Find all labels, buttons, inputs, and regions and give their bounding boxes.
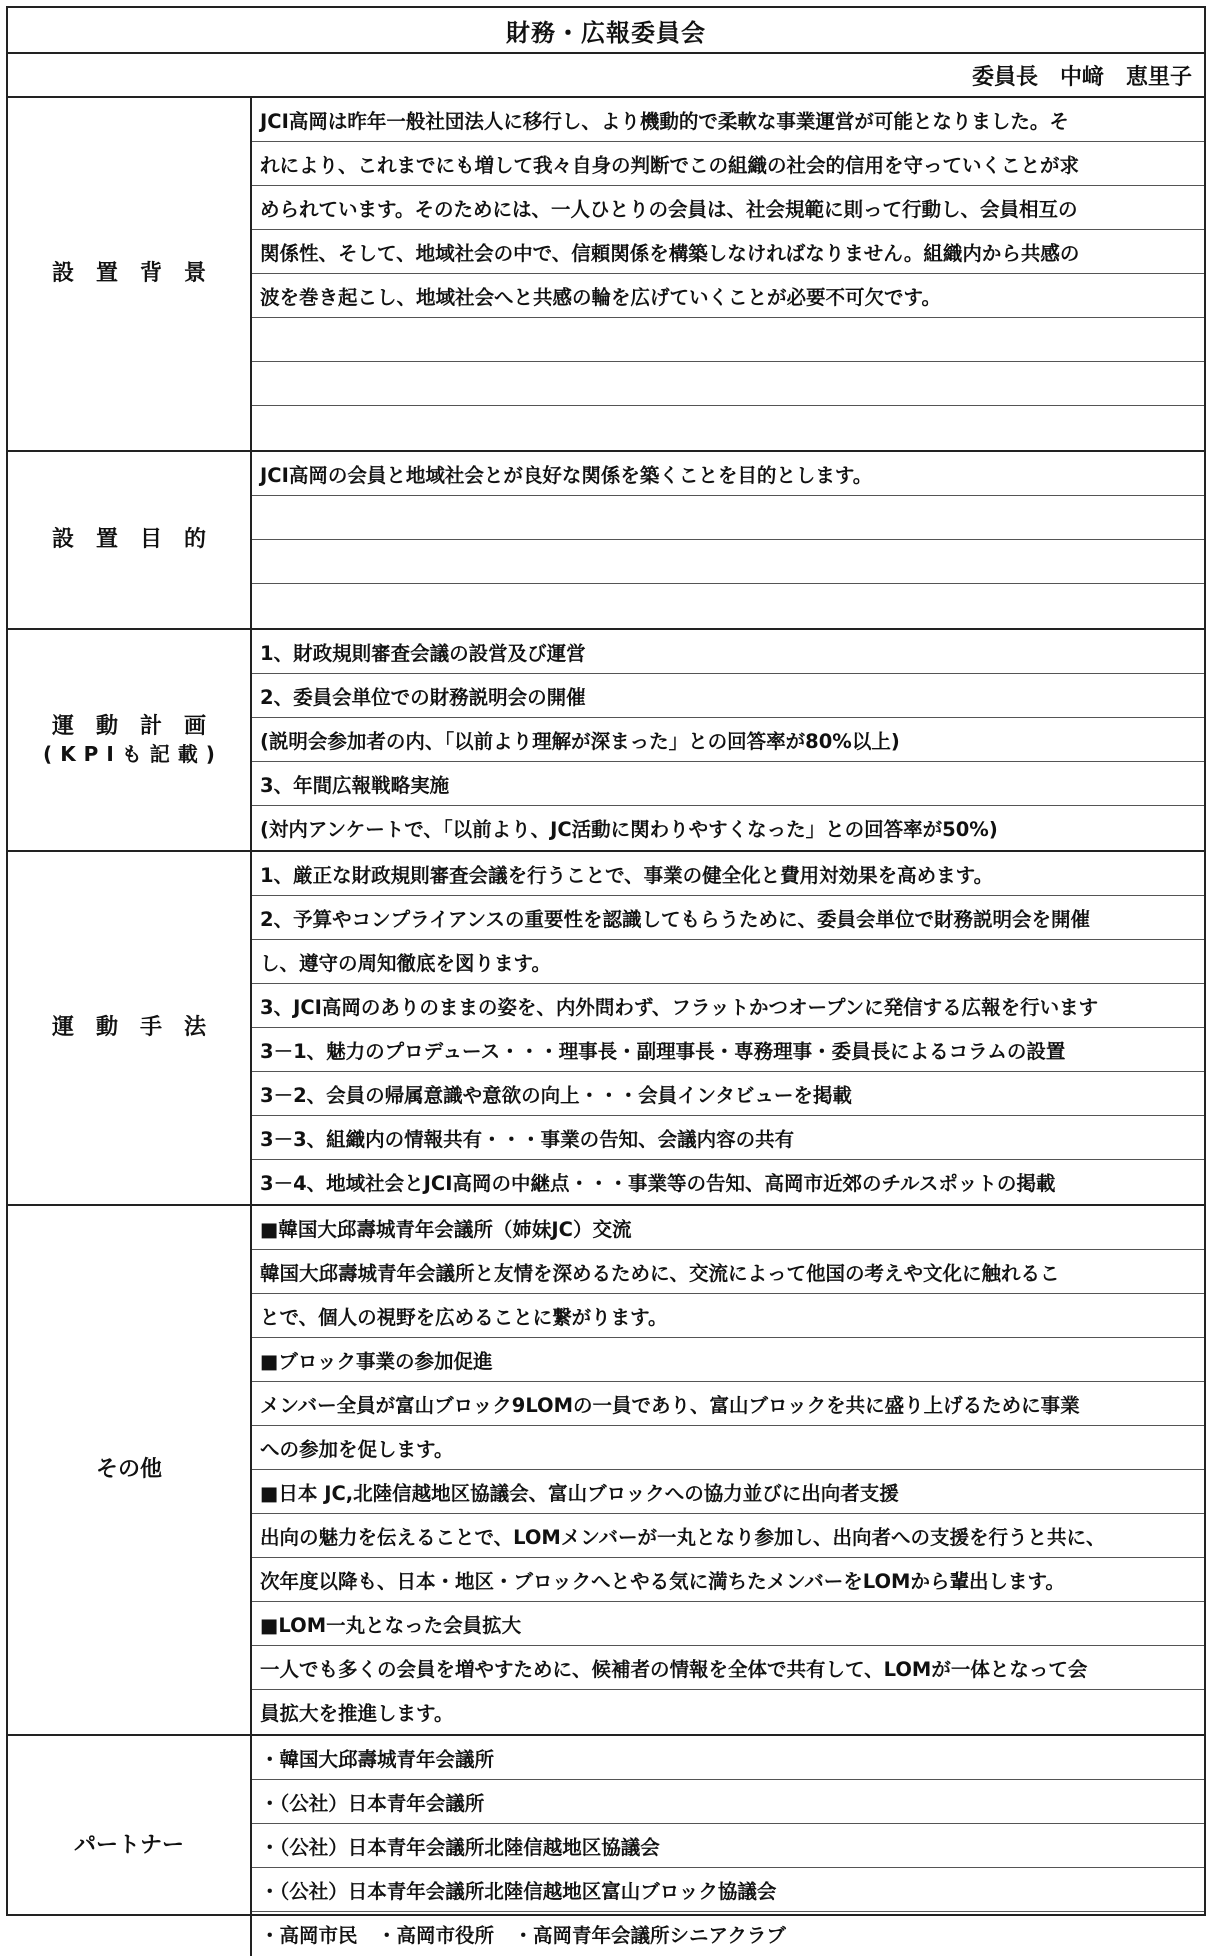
text-line: ■LOM一丸となった会員拡大 — [252, 1602, 1204, 1646]
text-line: ■ブロック事業の参加促進 — [252, 1338, 1204, 1382]
section-other — [8, 1206, 1204, 1736]
section-lines — [252, 630, 1204, 850]
text-line: 関係性、そして、地域社会の中で、信頼関係を構築しなければなりません。組織内から共感の — [252, 230, 1204, 274]
section-label — [8, 1206, 252, 1734]
text-line — [252, 406, 1204, 450]
text-line: 波を巻き起こし、地域社会へと共感の輪を広げていくことが必要不可欠です。 — [252, 274, 1204, 318]
text-line: 2、委員会単位での財務説明会の開催 — [252, 674, 1204, 718]
section-label-text: 運動手法 — [51, 1014, 228, 1040]
section-purpose — [8, 452, 1204, 630]
text-line: ■日本 JC,北陸信越地区協議会、富山ブロックへの協力並びに出向者支援 — [252, 1470, 1204, 1514]
text-line: 2、予算やコンプライアンスの重要性を認識してもらうために、委員会単位で財務説明会を開催 — [252, 896, 1204, 940]
text-line: 3、JCI高岡のありのままの姿を、内外問わず、フラットかつオープンに発信する広報を行います — [252, 984, 1204, 1028]
text-line: メンバー全員が富山ブロック9LOMの一員であり、富山ブロックを共に盛り上げるために事業 — [252, 1382, 1204, 1426]
text-line: への参加を促します。 — [252, 1426, 1204, 1470]
section-background — [8, 98, 1204, 452]
text-line: ・（公社）日本青年会議所 — [252, 1780, 1204, 1824]
section-lines — [252, 1736, 1204, 1956]
text-line — [252, 496, 1204, 540]
text-line: 韓国大邱壽城青年会議所と友情を深めるために、交流によって他国の考えや文化に触れるこ — [252, 1250, 1204, 1294]
text-line: (説明会参加者の内、「以前より理解が深まった」との回答率が80%以上) — [252, 718, 1204, 762]
text-line: 次年度以降も、日本・地区・ブロックへとやる気に満ちたメンバーをLOMから輩出します。 — [252, 1558, 1204, 1602]
text-line: ・（公社）日本青年会議所北陸信越地区協議会 — [252, 1824, 1204, 1868]
text-line: められています。そのためには、一人ひとりの会員は、社会規範に則って行動し、会員相互の — [252, 186, 1204, 230]
section-sublabel: (KPIも記載) — [43, 742, 223, 767]
text-line — [252, 584, 1204, 628]
text-line: 3－3、組織内の情報共有・・・事業の告知、会議内容の共有 — [252, 1116, 1204, 1160]
text-line: JCI高岡の会員と地域社会とが良好な関係を築くことを目的とします。 — [252, 452, 1204, 496]
text-line: 1、財政規則審査会議の設営及び運営 — [252, 630, 1204, 674]
text-line: 3－4、地域社会とJCI高岡の中継点・・・事業等の告知、高岡市近郊のチルスポットの掲載 — [260, 1172, 1056, 1195]
text-line: し、遵守の周知徹底を図ります。 — [252, 940, 1204, 984]
section-label-text: パートナー — [73, 1832, 184, 1858]
section-lines — [252, 852, 1204, 1204]
section-lines — [252, 452, 1204, 628]
committee-chair: 委員長 中﨑 恵里子 — [8, 54, 1204, 98]
text-line — [252, 318, 1204, 362]
text-line: 員拡大を推進します。 — [260, 1702, 454, 1725]
section-label — [8, 98, 252, 450]
section-label-text: 設置背景 — [51, 260, 228, 286]
text-line: (対内アンケートで、「以前より、JC活動に関わりやすくなった」との回答率が50%) — [260, 818, 998, 841]
text-line: 3－1、魅力のプロデュース・・・理事長・副理事長・専務理事・委員長によるコラムの設置 — [252, 1028, 1204, 1072]
text-line: ・（公社）日本青年会議所北陸信越地区富山ブロック協議会 — [252, 1868, 1204, 1912]
section-label — [8, 852, 252, 1204]
text-line: とで、個人の視野を広めることに繋がります。 — [252, 1294, 1204, 1338]
section-label — [8, 452, 252, 628]
sheet-title: 財務・広報委員会 — [8, 8, 1204, 54]
text-line: ・高岡市民 ・高岡市役所 ・高岡青年会議所シニアクラブ — [260, 1924, 786, 1947]
text-line: ・韓国大邱壽城青年会議所 — [252, 1736, 1204, 1780]
text-line — [252, 540, 1204, 584]
section-label — [8, 630, 252, 850]
text-line: 出向の魅力を伝えることで、LOMメンバーが一丸となり参加し、出向者への支援を行うと共に、 — [252, 1514, 1204, 1558]
text-line: 3、年間広報戦略実施 — [252, 762, 1204, 806]
section-method — [8, 852, 1204, 1206]
text-line — [252, 362, 1204, 406]
section-label-text: その他 — [95, 1456, 162, 1482]
section-label-text: 運動計画 — [51, 713, 228, 739]
text-line: 1、厳正な財政規則審査会議を行うことで、事業の健全化と費用対効果を高めます。 — [252, 852, 1204, 896]
section-label — [8, 1736, 252, 1956]
text-line: JCI高岡は昨年一般社団法人に移行し、より機動的で柔軟な事業運営が可能となりました。そ — [252, 98, 1204, 142]
section-plan — [8, 630, 1204, 852]
section-label-text: 設置目的 — [51, 526, 228, 552]
section-lines — [252, 98, 1204, 450]
text-line: 一人でも多くの会員を増やすために、候補者の情報を全体で共有して、LOMが一体となって会 — [252, 1646, 1204, 1690]
section-lines — [252, 1206, 1204, 1734]
text-line: れにより、これまでにも増して我々自身の判断でこの組織の社会的信用を守っていくことが求 — [252, 142, 1204, 186]
text-line: 3－2、会員の帰属意識や意欲の向上・・・会員インタビューを掲載 — [252, 1072, 1204, 1116]
committee-plan-sheet — [6, 6, 1206, 1947]
text-line: ■韓国大邱壽城青年会議所（姉妹JC）交流 — [252, 1206, 1204, 1250]
section-partner — [8, 1736, 1204, 1956]
